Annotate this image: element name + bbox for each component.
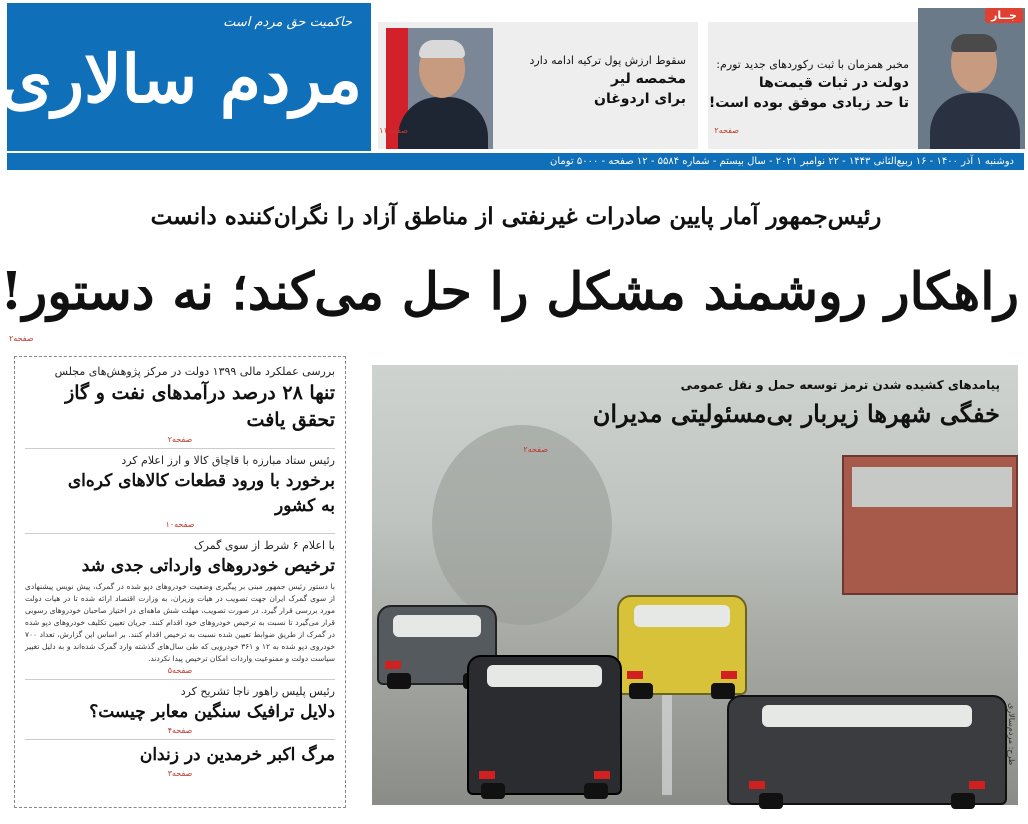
lead-headline[interactable]: راهکار روشمند مشکل را حل می‌کند؛ نه دستور! bbox=[0, 262, 1019, 322]
car-shape bbox=[727, 695, 1007, 805]
news-briefs-column bbox=[14, 356, 346, 808]
page-ref: صفحه۵ bbox=[167, 666, 193, 675]
photo-story-heading bbox=[593, 375, 1000, 433]
brief-khorramdin[interactable] bbox=[25, 743, 335, 779]
brief-title: مرگ اکبر خرمدین در زندان bbox=[139, 745, 335, 765]
brief-body: با دستور رئیس جمهور مبنی بر پیگیری وضعیت خودروهای دپو شده در گمرک، پیش نویس پیشنهادی از سوی گمرک ایران جهت تصویب در هیات وزیران، به وزارت اقتصاد ارائه شده تا در هیات دولت مورد بررسی قرار گیرد. در صورت تصویب، مهلت شش ماهه‌ای در اختیار صاحبان خودروهای رسوبی قرار می‌گیرد تا نسبت به ترخیص خودروهای خود اقدام کنند. جریان تعیین تکلیف خودروهای دپو شده در گمرک از طریق ضوابط تعیین شده نسبت به ترخیص اقدام کنند. بر اساس این گزارش، تعداد ۷۰۰ خودروی دپو شده به ۱۲ و ۳۶۱ خودرویی که طی سال‌های گذشته وارد گمرک شده‌اند و به دلیل تغییر سیاست دولت و ممنوعیت واردات امکان ترخیص پیدا نکردند. bbox=[25, 582, 336, 663]
divider bbox=[25, 739, 335, 740]
portrait-photo bbox=[918, 8, 1025, 149]
brief-oil-revenue[interactable] bbox=[25, 363, 335, 445]
page-ref: صفحه۱۱ bbox=[379, 126, 408, 135]
teaser-title-line: برای اردوغان bbox=[594, 91, 686, 107]
teaser-title-line: تا حد زیادی موفق بوده است! bbox=[708, 95, 909, 111]
photo-kicker: پیامدهای کشیده شدن ترمز توسعه حمل و نقل عمومی bbox=[680, 378, 1000, 392]
masthead bbox=[0, 0, 1028, 172]
page-ref: صفحه۴ bbox=[167, 726, 193, 735]
teaser-turkey-lira[interactable] bbox=[378, 22, 698, 149]
brief-title: تنها ۲۸ درصد درآمدهای نفت و گاز bbox=[65, 382, 335, 404]
teaser-inflation[interactable] bbox=[708, 9, 1024, 149]
photo-credit: طرح: مردم‌سالاری bbox=[1007, 702, 1016, 765]
page-ref: صفحه۲ bbox=[714, 126, 739, 135]
logo-tagline: حاکمیت حق مردم است bbox=[223, 15, 352, 30]
brief-title: تحقق یافت bbox=[246, 409, 335, 431]
lead-kicker: رئیس‌جمهور آمار پایین صادرات غیرنفتی از مناطق آزاد را نگران‌کننده دانست bbox=[150, 203, 882, 230]
teaser-text bbox=[501, 52, 686, 109]
car-shape bbox=[467, 655, 622, 795]
teaser-kicker: سقوط ارزش پول ترکیه ادامه دارد bbox=[529, 54, 686, 67]
brief-title: برخورد با ورود قطعات کالاهای کره‌ای bbox=[67, 471, 335, 491]
traffic-photo[interactable] bbox=[372, 365, 1018, 805]
brief-kicker: بررسی عملکرد مالی ۱۳۹۹ دولت در مرکز پژوهش‌های مجلس bbox=[54, 365, 335, 378]
page-ref: صفحه۱۰ bbox=[165, 520, 195, 529]
brief-title: به کشور bbox=[274, 496, 335, 516]
photo-title[interactable]: خفگی شهرها زیربار بی‌مسئولیتی مدیران bbox=[592, 399, 1000, 428]
page-ref: صفحه۲ bbox=[9, 334, 34, 343]
brief-kicker: رئیس ستاد مبارزه با قاچاق کالا و ارز اعلام کرد bbox=[121, 454, 335, 467]
brief-car-clearance[interactable] bbox=[25, 537, 335, 676]
dateline: دوشنبه ۱ آذر ۱۴۰۰ - ۱۶ ربیع‌الثانی ۱۴۴۳ - ۲۲ نوامبر ۲۰۲۱ - سال بیستم - شماره ۵۵۸۴ - ۱۲ صفحه - ۵۰۰۰ تومان bbox=[7, 153, 1024, 170]
teaser-title-line: مخمصه لیر bbox=[611, 71, 686, 87]
brief-title: ترخیص خودروهای وارداتی جدی شد bbox=[81, 556, 335, 576]
brief-korean-parts[interactable] bbox=[25, 452, 335, 530]
teaser-kicker: مخبر همزمان با ثبت رکوردهای جدید تورم: bbox=[716, 58, 909, 71]
divider bbox=[25, 679, 335, 680]
brief-kicker: با اعلام ۶ شرط از سوی گمرک bbox=[193, 539, 335, 552]
brief-traffic[interactable] bbox=[25, 683, 335, 736]
page-ref: صفحه۲ bbox=[523, 445, 548, 454]
newspaper-logo[interactable] bbox=[0, 3, 371, 151]
divider bbox=[25, 533, 335, 534]
bus-shape bbox=[842, 455, 1018, 595]
teaser-text bbox=[708, 56, 909, 113]
taxi-shape bbox=[617, 595, 747, 695]
source-badge: جــار bbox=[985, 8, 1023, 23]
brief-kicker: رئیس پلیس راهور ناجا تشریح کرد bbox=[180, 685, 335, 698]
brief-title: دلایل ترافیک سنگین معابر چیست؟ bbox=[89, 702, 335, 722]
page-ref: صفحه۳ bbox=[167, 769, 193, 778]
page-ref: صفحه۲ bbox=[167, 435, 193, 444]
tree-shape bbox=[432, 425, 612, 625]
logo-title: مردم سالاری bbox=[0, 40, 362, 118]
teaser-title-line: دولت در ثبات قیمت‌ها bbox=[758, 75, 909, 91]
divider bbox=[25, 448, 335, 449]
